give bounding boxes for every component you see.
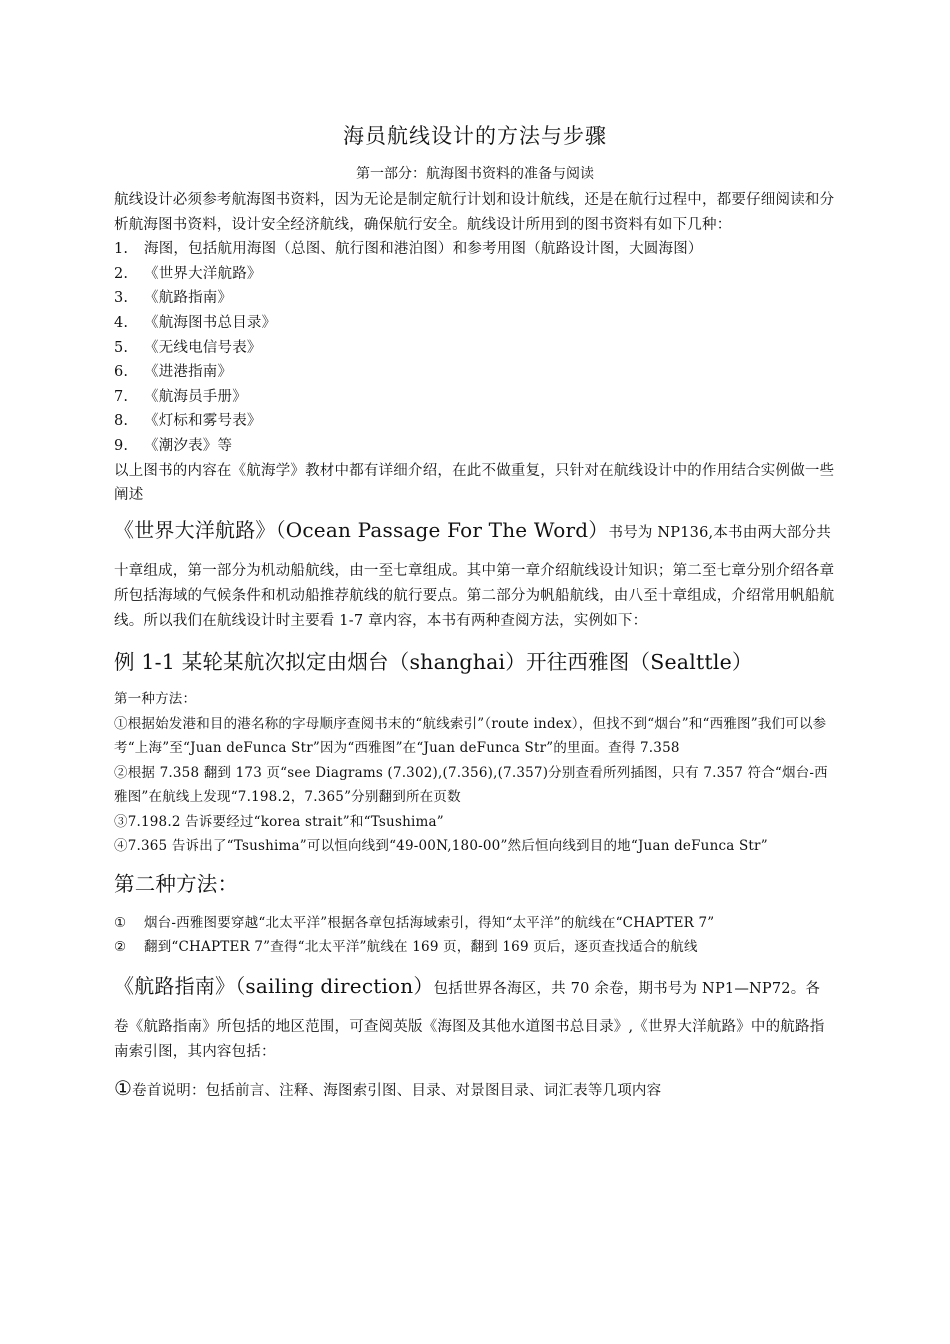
method1-block (114, 687, 838, 859)
document-title: 海员航线设计的方法与步骤 (343, 124, 607, 148)
section2-item (114, 1076, 838, 1104)
section2-item-num: ① (114, 1076, 133, 1101)
section2-heading-rest: 包括世界各海区，共 70 余卷，期书号为 NP1—NP72。各 (433, 980, 821, 997)
after-list-paragraph: 以上图书的内容在《航海学》教材中都有详细介绍，在此不做重复，只针对在航线设计中的作用结合实例做一些阐述 (114, 462, 835, 504)
list-item: 5. 《无线电信号表》 (114, 339, 262, 356)
method1-step: ②根据 7.358 翻到 173 页“see Diagrams (7.302),(7.356),(7.357)分别查看所列插图，只有 7.357 符合“烟台-西雅图”在航线上发现“7.198.2，7.365”分别翻到所在页数 (114, 764, 828, 806)
section2-heading: 《航路指南》（sailing direction） (114, 973, 434, 998)
section2-paragraph: 卷《航路指南》所包括的地区范围，可查阅英版《海图及其他水道图书总目录》,《世界大洋航路》中的航路指南索引图，其内容包括： (114, 1019, 825, 1060)
method1-step: ④7.365 告诉出了“Tsushima”可以恒向线到“49-00N,180-00”然后恒向线到目的地“Juan deFunca Str” (114, 838, 768, 855)
section1-paragraph: 十章组成，第一部分为机动船航线，由一至七章组成。其中第一章介绍航线设计知识；第二至七章分别介绍各章所包括海域的气候条件和机动船推荐航线的航行要点。第二部分为帆船航线，由八至十章组成，介绍常用帆船航线。所以我们在航线设计时主要看 1-7 章内容，本书有两种查阅方法，实例如下： (114, 563, 835, 629)
list-item: 8. 《灯标和雾号表》 (114, 413, 262, 430)
section1-heading-row (114, 518, 838, 546)
section1-heading: 《世界大洋航路》（Ocean Passage For The Word） (114, 517, 609, 542)
list-item: ① 烟台-西雅图要穿越“北太平洋”根据各章包括海域索引，得知“太平洋”的航线在“CHAPTER 7” (114, 914, 715, 931)
document-subtitle: 第一部分：航海图书资料的准备与阅读 (356, 166, 594, 182)
intro-paragraph: 航线设计必须参考航海图书资料，因为无论是制定航行计划和设计航线，还是在航行过程中，都要仔细阅读和分析航海图书资料，设计安全经济航线，确保航行安全。航线设计所用到的图书资料有如下几种： (114, 192, 835, 233)
example-heading: 例 1-1 某轮某航次拟定由烟台（shanghai）开往西雅图（Sealttle） (114, 650, 753, 675)
section1-heading-rest: 书号为 NP136,本书由两大部分共 (608, 524, 831, 541)
document-body (114, 188, 838, 1104)
list-item: 7. 《航海员手册》 (114, 388, 247, 405)
method1-label: 第一种方法： (114, 691, 197, 708)
list-item: 1. 海图，包括航用海图（总图、航行图和港泊图）和参考用图（航路设计图，大圆海图） (114, 241, 703, 258)
section2-heading-row (114, 974, 838, 1002)
section2-item-text: 卷首说明：包括前言、注释、海图索引图、目录、对景图目录、词汇表等几项内容 (132, 1083, 662, 1100)
list-item: 3. 《航路指南》 (114, 290, 233, 307)
resource-list (114, 237, 838, 458)
list-item: 9. 《潮汐表》等 (114, 437, 233, 454)
list-item: 4. 《航海图书总目录》 (114, 314, 277, 331)
method1-step: ①根据始发港和目的港名称的字母顺序查阅书末的“航线索引”（route index），但找不到“烟台”和“西雅图”我们可以参考“上海”至“Juan deFunca Str”因为“西雅图”在“Juan deFunca Str”的里面。查得 7.358 (114, 715, 827, 757)
list-item: 6. 《进港指南》 (114, 364, 233, 381)
list-item: 2. 《世界大洋航路》 (114, 265, 262, 282)
list-item: ② 翻到“CHAPTER 7”查得“北太平洋”航线在 169 页，翻到 169 页后，逐页查找适合的航线 (114, 939, 698, 956)
method2-label: 第二种方法： (114, 871, 239, 896)
method1-step: ③7.198.2 告诉要经过“korea strait”和“Tsushima” (114, 813, 444, 830)
method2-steps (114, 911, 838, 960)
